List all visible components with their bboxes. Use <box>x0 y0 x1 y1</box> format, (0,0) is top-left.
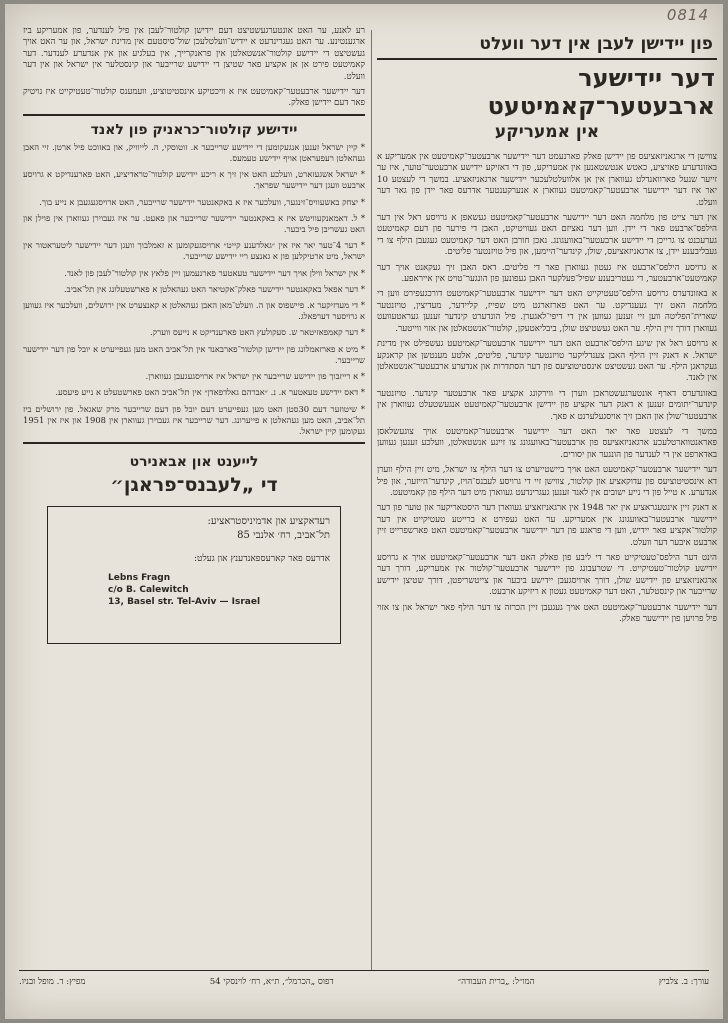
news-item: * ישראל אשגעזארט, וועלכע האט אין זיך א ריכע יידישע קולטור־טראדיציע, האט פארענדיקט א גרויסע ארבעט וועגן דער יידישער שפראך. <box>23 169 365 191</box>
advert-address-box <box>47 506 341 644</box>
news-item: * יצחק באשעוויס־זינגער, וועלכער איז א באקאנטער יידישער שרייבער, האט ארויסגעגעבן א נייע בוך. <box>23 197 365 208</box>
news-item: * קיין ישראל זענען אנגעקומען די יידישע שרייבער א. זוטוסקי, ה. לייוויק, און באזוכט פיל ארטן. זיי האבן געהאלטן רעפעראטן אויף יידישע טעמעס. <box>23 142 365 164</box>
continued-paragraph: רע לאנע, ער האט אונטערגעשטיצט דעם יידישן קולטור־לעבן אין פיל לענדער, פון אמעריקע ביז ארגענטינע. ער האט געגרינדעט א יידיש־וועלטלעכן שול־סיסטעם אין מדינת ישראל, און ער האט אויך געשטיצט די יידישע קולטור־אנשטאלטן אין פראנקרייך, אין בעלגיע און אין אנדערע לענדער. דער קאמיטעט פירט אן אן אקציע פאר שטיצן די יידישע שרייבער און קינסטלער אין ישראל און אין דער וועלט. <box>23 26 365 82</box>
footer-printer: דפוס „הכרמל״, ת״א, רח׳ לוינסקי 54 <box>209 977 334 987</box>
article-paragraph: צווישן די ארגאניזאציעס פון יידישן פאלק פארנעמט דער יידישער ארבעטער־קאמיטעט אין אמעריקע א באזונדערע פאזיציע, כאטש אנטשטאנען אין אמעריקע, פון די דאזיקע יידישע ארבעטער־טוער, איז ער זייער שנעל פארוואנדלט געווארן אין אן אלוועלטלעכער יידישער ארגאניזאציע. במשך די לעצטע 10 יאר איז דער יידישער ארבעטער־קאמיטעט געווארן א אנערקענטער אדרעס פאר יידן פון גאר דער וועלט. <box>377 152 717 208</box>
news-item: * א רייזבוך פון יידישע שרייבער אין ישראל איז ארויסגעגעבן געווארן. <box>23 371 365 382</box>
advert-latin-line: c/o B. Calewitch <box>108 585 189 596</box>
section-divider <box>23 114 365 116</box>
section-kicker: פון יידישן לעבן אין דער וועלט <box>479 34 713 54</box>
advert-editorial-address: תל־אביב, רח׳ אלנבי 85 <box>237 530 330 542</box>
article-headline: דער יידישער ארבעטער־קאמיטעט <box>487 64 715 120</box>
advert-latin-address <box>58 572 330 608</box>
continued-paragraph: דער יידישער ארבעטער־קאמיטעט איז א וויכטיקע אינסטיטוציע, וועמענס קולטור־טעטיקייט איז נויטיק פאר דעם יידישן פאלק. <box>23 87 365 109</box>
advert-heading: לייענט און אבאנירט <box>129 454 259 471</box>
left-column <box>23 26 365 644</box>
news-item: * דער 4־טער יאר איז אין ״גאלדענע קייט״ ארויסגעקומען א זאמלבוך וועגן דער יידישער ליטעראטור אין ישראל, מיט ארטיקלען פון א גאנצע ריי יידישע שרייבער. <box>23 240 365 262</box>
news-item: * דער אפאל באקאנטער יידישער פאלק־אקטיאר האט געהאלטן א פארשטעלונג אין תל־אביב. <box>23 284 365 295</box>
article-paragraph: א גרויסע ראל אין שיגע הילפס־ארבעט האט דער יידישער ארבעטער־קאמיטעט געשפילט אין מדינת ישראל. א דאנק זיין הילף האבן צענדליקער טויזנטער קינדער, פליטים, אלטע מענטשן און קראנקע געקראגן הילף. ער האט געשטיצט אינסטיטוציעס פון דער הסתדרות און אנדערע ארבעטער־אנשטאלטן אין לאנד. <box>377 339 717 384</box>
footer-distributor: מפיץ: ד. מופל ובניו. <box>19 977 86 987</box>
column-divider <box>371 30 372 970</box>
newspaper-page <box>5 4 723 1019</box>
article-subhead: אין אמעריקע <box>494 122 600 142</box>
advert-latin-line: Lebns Fragn <box>108 573 171 584</box>
news-item: * דער קאמפאזיטאר ש. סעקולעץ האט פארענדיקט א נייעס ווערק. <box>23 327 365 338</box>
article-paragraph: א באזונדערס גרויסע הילפס־טעטיקייט האט דער יידישער ארבעטער־קאמיטעט דורכגעפירט ווען די מלחמה האט זיך געענדיקט. ער האט פארזארגט מיט שפייז, קליידער, מעדיצין, טויזנטער שארית־הפליטה ווען זיי זענען געווען אין די דיפי־לאגערן. פיל הונדערט קינדער זענען געראטעוועט געווארן דורך זיין הילף. ער האט געשטיצט שולן, ביבליאטעקן, קולטור־אנשטאלטן און אזוי ווייטער. <box>377 289 717 334</box>
advert-correspondence-label: אדרעס פאר קארעספאנדענץ און געלט: <box>193 554 330 565</box>
advert-latin-line: 13, Basel str. Tel-Aviv — Israel <box>108 597 261 608</box>
article-paragraph: א גרויסע הילפס־ארבעט איז געטון געווארן פאר די פליטים. דאס האבן זיך געקאנט אויך דער קאמיטעט־ארבעטער, די געטריבענע שפיל־פעלקער האבן געפונען פון הונגער־טויט אין אייראפע. <box>377 262 717 285</box>
chronicle-title: יידישע קולטור־כראניק פון לאנד <box>90 121 298 138</box>
article-paragraph: הינט דער הילפס־טעטיקייט פאר די ליבע פון פאלק האט דער ארבעטער־קאמיטעט אויך א גרויסע יידישע קולטור־טעטיקייט. די שטרעבונג פון יידישער ארבעטער־קולטור אין אמעריקע, דורך דער ארגאניזאציע פון יידישע שולן, דורך ארויסגעבן יידישע ביכער און צייטשריפטן, דורך שטיצן יידישע שרייבער און קינסטלער, האט דער קאמיטעט געטון א ריזיקע ארבעט. <box>377 553 717 598</box>
handwritten-page-number: 0814 <box>666 6 709 24</box>
main-article <box>377 26 717 629</box>
advert-publication-name: די „לעבנס־פראגן״ <box>110 474 278 497</box>
news-item: * דאס יידישע טעאטער א. נ. ״אברהם גאלדפאדן״ אין תל־אביב האט פארשטעלט א נייע פיעסע. <box>23 387 365 398</box>
news-item: * אין ישראל ווילן אויך דער יידישער טעאטער פארנעמען זיין פלאץ אין קולטור־לעבן פון לאנד. <box>23 268 365 279</box>
news-item: * מיט א פארזאמלונג פון יידישן קולטור־פארבאנד אין תל־אביב האט מען געפייערט א יובל פון דער יידישער שרייבער. <box>23 344 365 366</box>
article-paragraph: דער יידישער ארבעטער־קאמיטעט האט אויך געגעבן זיין הכרזה צו דער הילף פאר ישראל און צו אזוי פיל פרויען פון יידישער פאלק. <box>377 602 717 625</box>
advert-editorial-label: רעדאקציע און אדמיניסטראציע: <box>207 516 330 528</box>
news-item: * שיטוזער דעם 30סטן האט מען געפייערט דעם יובל פון דעם שרייבער מרק שאגאל. פון ירושלים ביז תל־אביב, האט מען געהאלטן א פייערונג. דער שרייבער איז געבוירן געווארן אין 1908 און איז אין 1951 געקומען קיין ישראל. <box>23 404 365 438</box>
article-paragraph: דער יידישער ארבעטער־קאמיטעט האט אויך ביישטייערט צו דער הילף צו ישראל, מיט זיין הילף ווערן דא אינסטיטוציעס פון עדוקאציע און קולטור, צווישן זיי די גרויסע לעבנס־הויז, קינדער־הייזער, און פיל אנדערע. א טייל פון די נייע ישובים אין לאנד זענען געגרינדעט געווארן מיט דער הילף פון קאמיטעט. <box>377 465 717 498</box>
advert-divider <box>23 442 365 444</box>
imprint-footer <box>19 976 709 992</box>
news-item: * ל. דאמאנקעוויטש איז א באקאנטער יידישער שרייבער און פאעט. ער איז געבוירן געווארן אין פוילן און האט געשריבן פיל ביכער. <box>23 213 365 235</box>
footer-divider <box>19 970 709 971</box>
kicker-divider <box>377 58 717 60</box>
article-paragraph: במשך די לעצטע פאר יאר האט דער יידישער ארבעטער־קאמיטעט אויך צוגעשלאסן פאראנטווארטלעכע ארגאניזאציעס פון ארבעטער־באוועגונג צו זיינע אנשטאלטן, וועלכע זענען געווען באדארפט אין די לענדער פון הונגער און יסורים. <box>377 426 717 460</box>
article-paragraph: אין דער צייט פון מלחמה האט דער יידישער ארבעטער־קאמיטעט געשאפן א גרויסע ראל אין דער הילפס־ארבעט פאר די יידן. ווען דער נאציזם האט געוויטיקט, האבן די פירער פון דעם קאמיטעט גערעכנט צו גרייכן די יידישע ארבעטער־באוועגונג. נאכן חורבן האט דער קאמיטעט געגעבן הילף צו די געבליבענע יידן, צו ארגאניזאציעס, שולן, קינדער־היימען, און פיל טויזנטער פליטים. <box>377 213 717 258</box>
footer-publisher: המו״ל: „ברית העבודה״ <box>457 977 535 987</box>
footer-editor: עורך: ב. צלביץ <box>658 977 709 987</box>
news-item: * די מעדזיקער א. פיישפוס און ה. וועלט־מאן האבן געהאלטן א קאנצערט אין ירושלים, וועלכער איז געווען א גרויסער דערפאלג. <box>23 300 365 322</box>
article-paragraph: א דאנק זיין אינטעגראציע אין יאר 1948 אין ארגאניזאציע געווארן דער היסטאריקער און טוער פון דער יידישער ארבעטער־באוועגונג אין אמעריקע. ער האט געפירט א ברייטע טעטיקייט אין דער קולטור־אקציע פאר יידיש, ווען די פראגע פון דער יידישער ארבעטער־קאמיטעט האט פארשפרייט זיין ארבעט איבער דער וועלט. <box>377 503 717 548</box>
article-paragraph: באזונדערס דארף אונטערגעשטראכן ווערן די ווירקונג אקציע פאר ארבעטער קינדער. טויזנטער קינדער־יתומים זענען א דאנק דער אקציע פון יידישן ארבעטער־קאמיטעט אנגעשטעלט געווארן אין ארבעטער־שולן און האבן זיך אויסגעלערנט א פאך. <box>377 388 717 422</box>
